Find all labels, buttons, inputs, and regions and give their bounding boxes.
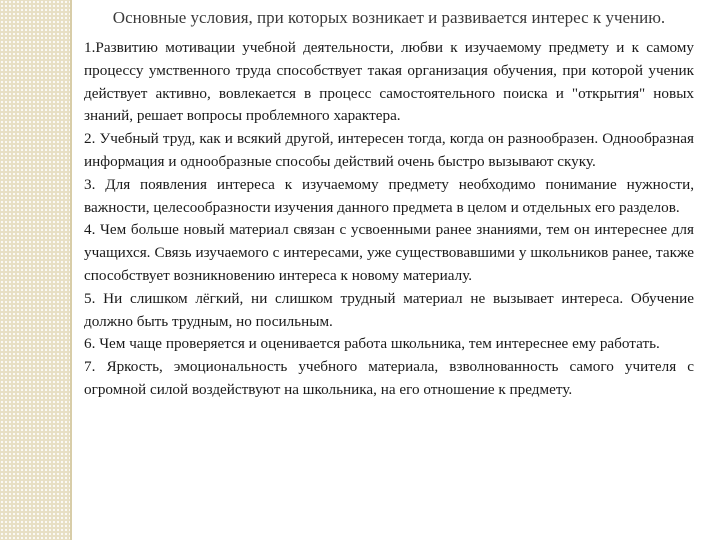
condition-item-4: 4. Чем больше новый материал связан с усвоенными ранее знаниями, тем он интереснее для учащихся. Связь изучаемого с интересами, уже существовавшими у школьников ранее, также способствует возникновению интереса к новому материалу. <box>84 221 694 284</box>
condition-item-7: 7. Яркость, эмоциональность учебного материала, взволнованность самого учителя с огромной силой воздействуют на школьника, на его отношение к предмету. <box>84 358 694 398</box>
slide-content <box>84 6 694 402</box>
slide-title: Основные условия, при которых возникает и развивается интерес к учению. <box>112 8 666 27</box>
conditions-list <box>84 37 694 402</box>
condition-item-3: 3. Для появления интереса к изучаемому предмету необходимо понимание нужности, важности, целесообразности изучения данного предмета в целом и отдельных его разделов. <box>84 175 694 216</box>
condition-item-6: 6. Чем чаще проверяется и оценивается работа школьника, тем интереснее ему работать. <box>84 335 660 353</box>
condition-item-5: 5. Ни слишком лёгкий, ни слишком трудный материал не вызывает интереса. Обучение должно быть трудным, но посильным. <box>84 289 694 330</box>
condition-item-2: 2. Учебный труд, как и всякий другой, интересен тогда, когда он разнообразен. Однообразная информация и однообразные способы действий очень быстро вызывают скуку. <box>84 130 694 170</box>
condition-item-1: 1.Развитию мотивации учебной деятельности, любви к изучаемому предмету и к самому процессу умственного труда способствует такая организация обучения, при которой ученик действует активно, вовлекается в процесс самостоятельного поиска и "открытия" новых знаний, решает вопросы проблемного характера. <box>84 39 694 125</box>
decorative-side-strip <box>0 0 72 540</box>
